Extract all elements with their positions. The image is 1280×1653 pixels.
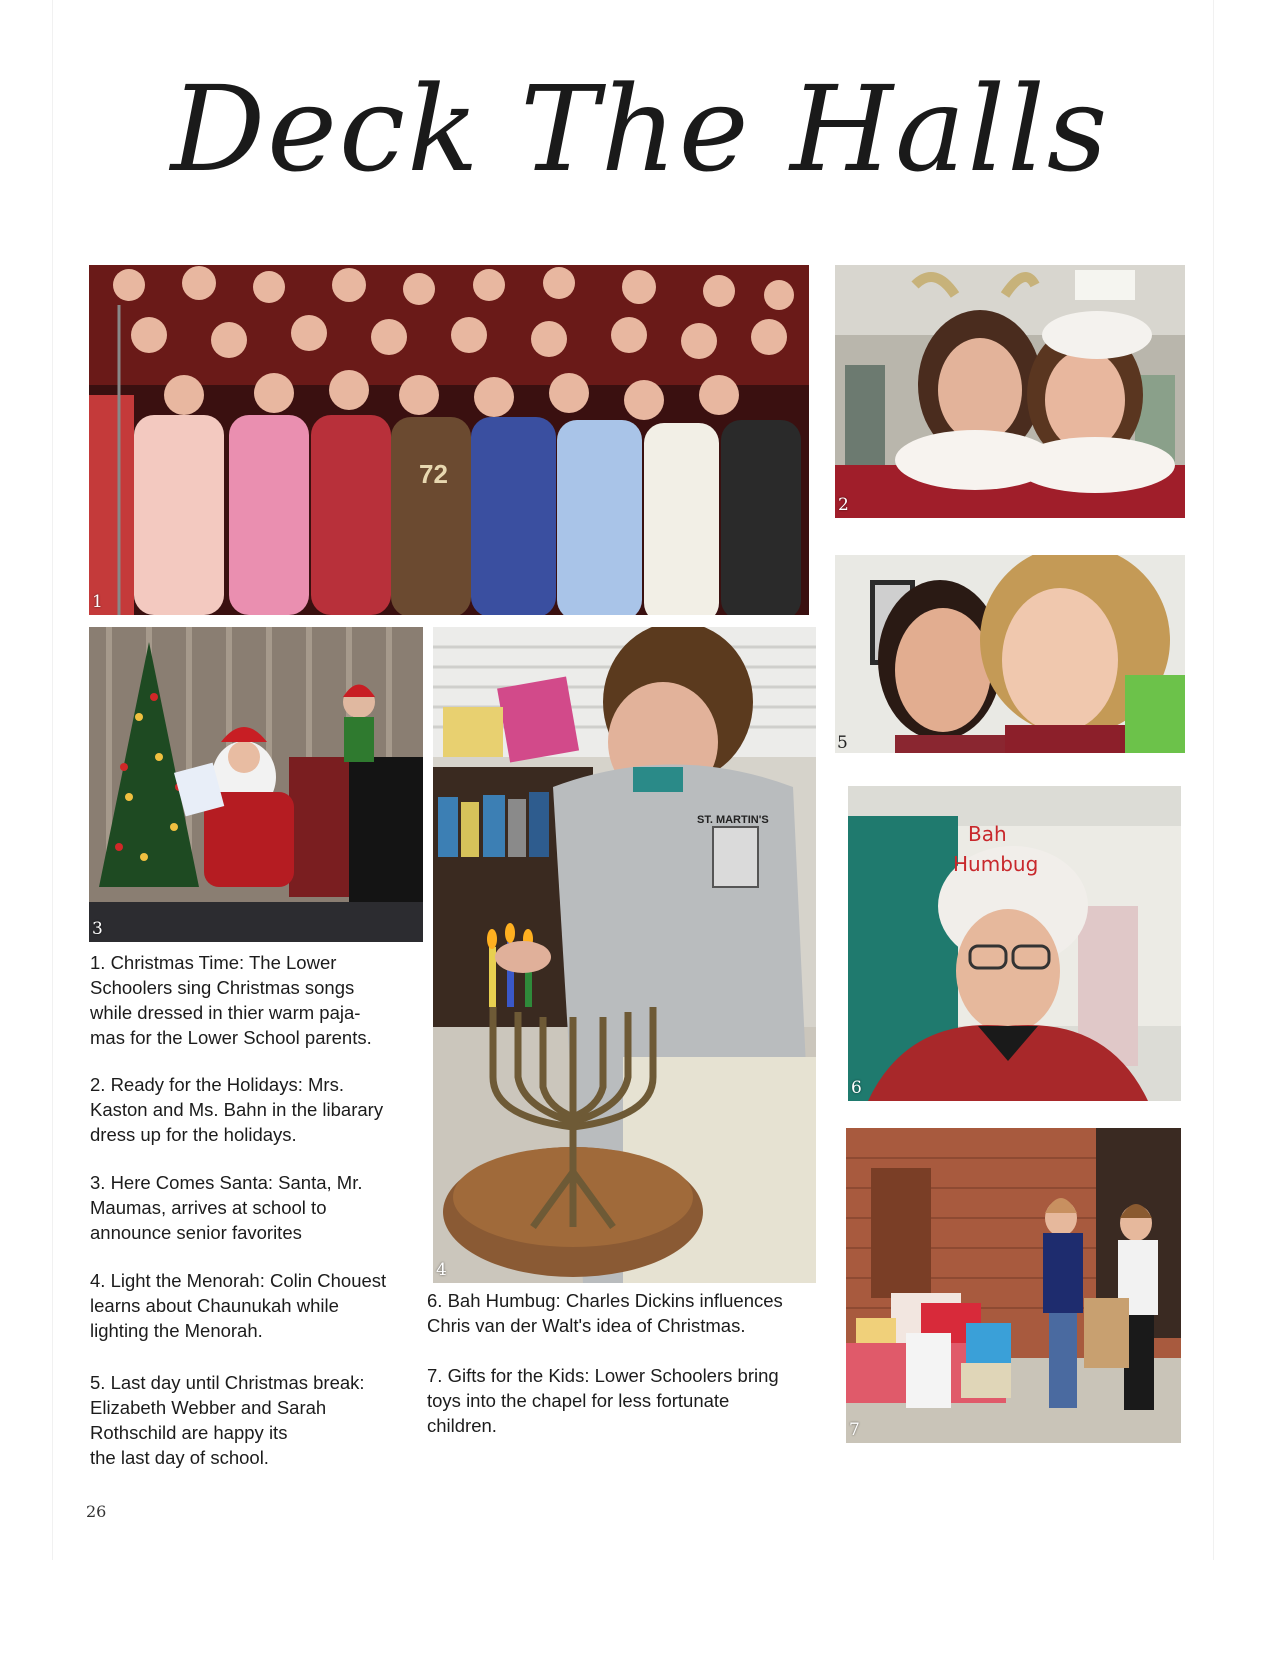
caption-line: 2. Ready for the Holidays: Mrs. — [90, 1074, 344, 1095]
hat-text-line2: Humbug — [953, 852, 1039, 876]
caption-line: Kaston and Ms. Bahn in the libarary — [90, 1099, 384, 1120]
caption-line: children. — [427, 1415, 497, 1436]
caption-line: toys into the chapel for less fortunate — [427, 1390, 730, 1411]
caption-line: Chris van der Walt's idea of Christmas. — [427, 1315, 746, 1336]
caption-line: mas for the Lower School parents. — [90, 1027, 372, 1048]
photo-4-menorah — [433, 627, 816, 1283]
caption-7 — [427, 1363, 779, 1438]
photo-number-7: 7 — [849, 1420, 860, 1440]
photo-number-2: 2 — [838, 495, 849, 515]
photo-number-4: 4 — [436, 1260, 447, 1280]
caption-line: 4. Light the Menorah: Colin Chouest — [90, 1270, 387, 1291]
caption-6 — [427, 1288, 783, 1338]
photo-1-choir — [89, 265, 809, 615]
caption-line: lighting the Menorah. — [90, 1320, 263, 1341]
photo-5-students — [835, 555, 1185, 753]
photo-3-santa — [89, 627, 423, 942]
caption-line: 1. Christmas Time: The Lower — [90, 952, 337, 973]
caption-line: while dressed in thier warm paja- — [90, 1002, 361, 1023]
caption-4 — [90, 1268, 386, 1343]
photo-number-5: 5 — [837, 733, 848, 753]
caption-2 — [90, 1072, 383, 1147]
caption-3 — [90, 1170, 363, 1245]
photo-6-bah-humbug — [848, 786, 1181, 1101]
caption-line: 7. Gifts for the Kids: Lower Schoolers bring — [427, 1365, 779, 1386]
page-title: Deck The Halls — [170, 60, 1110, 198]
caption-5 — [90, 1370, 365, 1470]
photo-number-1: 1 — [92, 592, 103, 612]
caption-line: 3. Here Comes Santa: Santa, Mr. — [90, 1172, 363, 1193]
caption-line: announce senior favorites — [90, 1222, 302, 1243]
caption-line: the last day of school. — [90, 1447, 269, 1468]
caption-1 — [90, 950, 372, 1050]
hat-text-line1: Bah — [968, 822, 1007, 846]
caption-line: dress up for the holidays. — [90, 1124, 297, 1145]
sweatshirt-text: ST. MARTIN'S — [697, 814, 769, 826]
caption-line: Rothschild are happy its — [90, 1422, 288, 1443]
jersey-number: 72 — [419, 459, 448, 489]
photo-2-teachers — [835, 265, 1185, 518]
photo-number-6: 6 — [851, 1078, 862, 1098]
photo-7-gifts — [846, 1128, 1181, 1443]
caption-line: Schoolers sing Christmas songs — [90, 977, 355, 998]
caption-line: 5. Last day until Christmas break: — [90, 1372, 365, 1393]
page-number: 26 — [86, 1502, 107, 1521]
caption-line: Elizabeth Webber and Sarah — [90, 1397, 327, 1418]
caption-line: 6. Bah Humbug: Charles Dickins influences — [427, 1290, 783, 1311]
caption-line: Maumas, arrives at school to — [90, 1197, 327, 1218]
caption-line: learns about Chaunukah while — [90, 1295, 339, 1316]
photo-number-3: 3 — [92, 919, 103, 939]
